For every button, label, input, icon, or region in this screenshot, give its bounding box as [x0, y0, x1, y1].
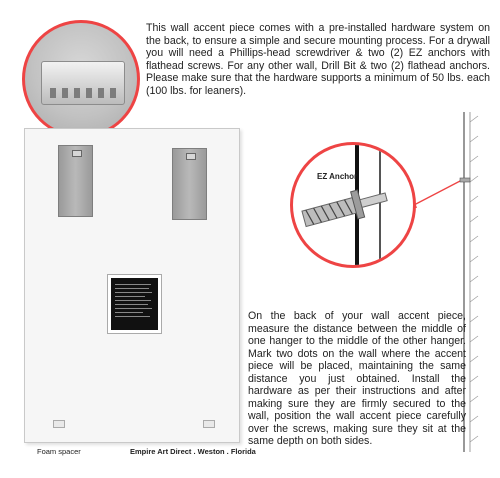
left-hanger-hook: [72, 150, 82, 157]
company-label: Empire Art Direct . Weston . Florida: [130, 447, 256, 456]
foam-spacer-label: Foam spacer: [37, 447, 81, 456]
procedure-paragraph: On the back of your wall accent piece, measure the distance between the middle of one hanger to the middle of the other hanger. Mark two dots on the wall where the accent piece will be placed, maintaining the same distance you just obtained. Install the hardware as per their instructions and after making sure they are firmly secured to the wall, position the wall accent piece carefully over the screws, making sure they sit at the same depth on both sides.: [248, 310, 466, 447]
left-hanger-plate: [58, 145, 93, 217]
anchor-callout-line: [414, 180, 462, 205]
product-label-sticker: [108, 275, 161, 333]
anchor-screw-illustration: [293, 145, 416, 268]
right-hanger-hook: [186, 153, 196, 160]
wall-screw: [460, 178, 470, 182]
foam-spacer-right: [203, 420, 215, 428]
anchor-zoom-circle: [290, 142, 416, 268]
right-hanger-plate: [172, 148, 207, 220]
anchor-label: EZ Anchor: [317, 172, 358, 181]
foam-spacer-left: [53, 420, 65, 428]
intro-paragraph: This wall accent piece comes with a pre-installed hardware system on the back, to ensure a simple and secure mounting process. For a drywall you will need a Phillips-head screwdriver & two (2) EZ anchors with flathead screws. For any other wall, Drill Bit & two (2) flathead anchors. Please make sure that the hardware supports a minimum of 50 lbs. each (100 lbs. for leaners).: [146, 22, 490, 97]
wall-piece-back-panel: [24, 128, 240, 443]
